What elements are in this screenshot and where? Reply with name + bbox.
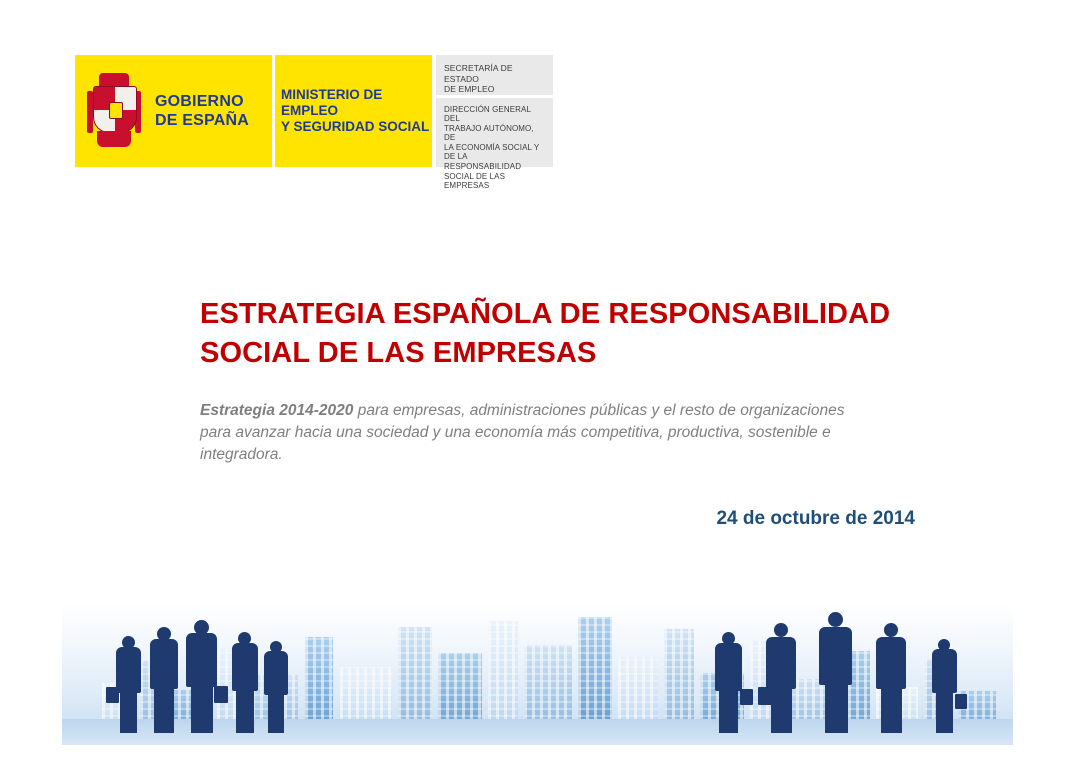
directorate-line3: LA ECONOMÍA SOCIAL Y xyxy=(444,142,540,152)
secretariat-line2: DE EMPLEO xyxy=(444,84,495,94)
page-subtitle-strong: Estrategia 2014-2020 xyxy=(200,402,354,419)
directorate-block xyxy=(436,98,553,191)
ministry-label-line1: MINISTERIO DE EMPLEO xyxy=(281,87,383,118)
directorate-line5: SOCIAL DE LAS EMPRESAS xyxy=(444,171,506,191)
page-title-line1: ESTRATEGIA ESPAÑOLA DE RESPONSABILIDAD xyxy=(200,298,891,330)
ministry-logo-panel xyxy=(272,55,432,167)
document-date: 24 de octubre de 2014 xyxy=(716,508,915,529)
government-logo-panel xyxy=(75,55,272,167)
page-title-line2: SOCIAL DE LAS EMPRESAS xyxy=(200,337,597,369)
spain-coat-of-arms-icon xyxy=(85,73,143,149)
secretariat-line1: SECRETARÍA DE ESTADO xyxy=(444,63,513,84)
department-logo-panel xyxy=(432,55,553,191)
page-subtitle xyxy=(200,400,860,466)
government-label-line2: DE ESPAÑA xyxy=(155,112,249,129)
footer-banner-image xyxy=(62,602,1013,745)
government-label xyxy=(155,92,249,130)
secretariat-block xyxy=(436,55,553,98)
directorate-line2: TRABAJO AUTÓNOMO, DE xyxy=(444,123,534,143)
page-title xyxy=(200,295,960,373)
government-label-line1: GOBIERNO xyxy=(155,93,244,110)
directorate-line4: DE LA RESPONSABILIDAD xyxy=(444,152,522,172)
ministry-label-line2: Y SEGURIDAD SOCIAL xyxy=(281,119,430,134)
institutional-logo xyxy=(75,55,553,191)
page-subtitle-rest: para empresas, administraciones públicas y el resto de organizaciones para avanzar hacia una sociedad y una economía más competitiva, productiva, sostenible e integradora. xyxy=(200,402,845,463)
directorate-line1: DIRECCIÓN GENERAL DEL xyxy=(444,104,531,124)
